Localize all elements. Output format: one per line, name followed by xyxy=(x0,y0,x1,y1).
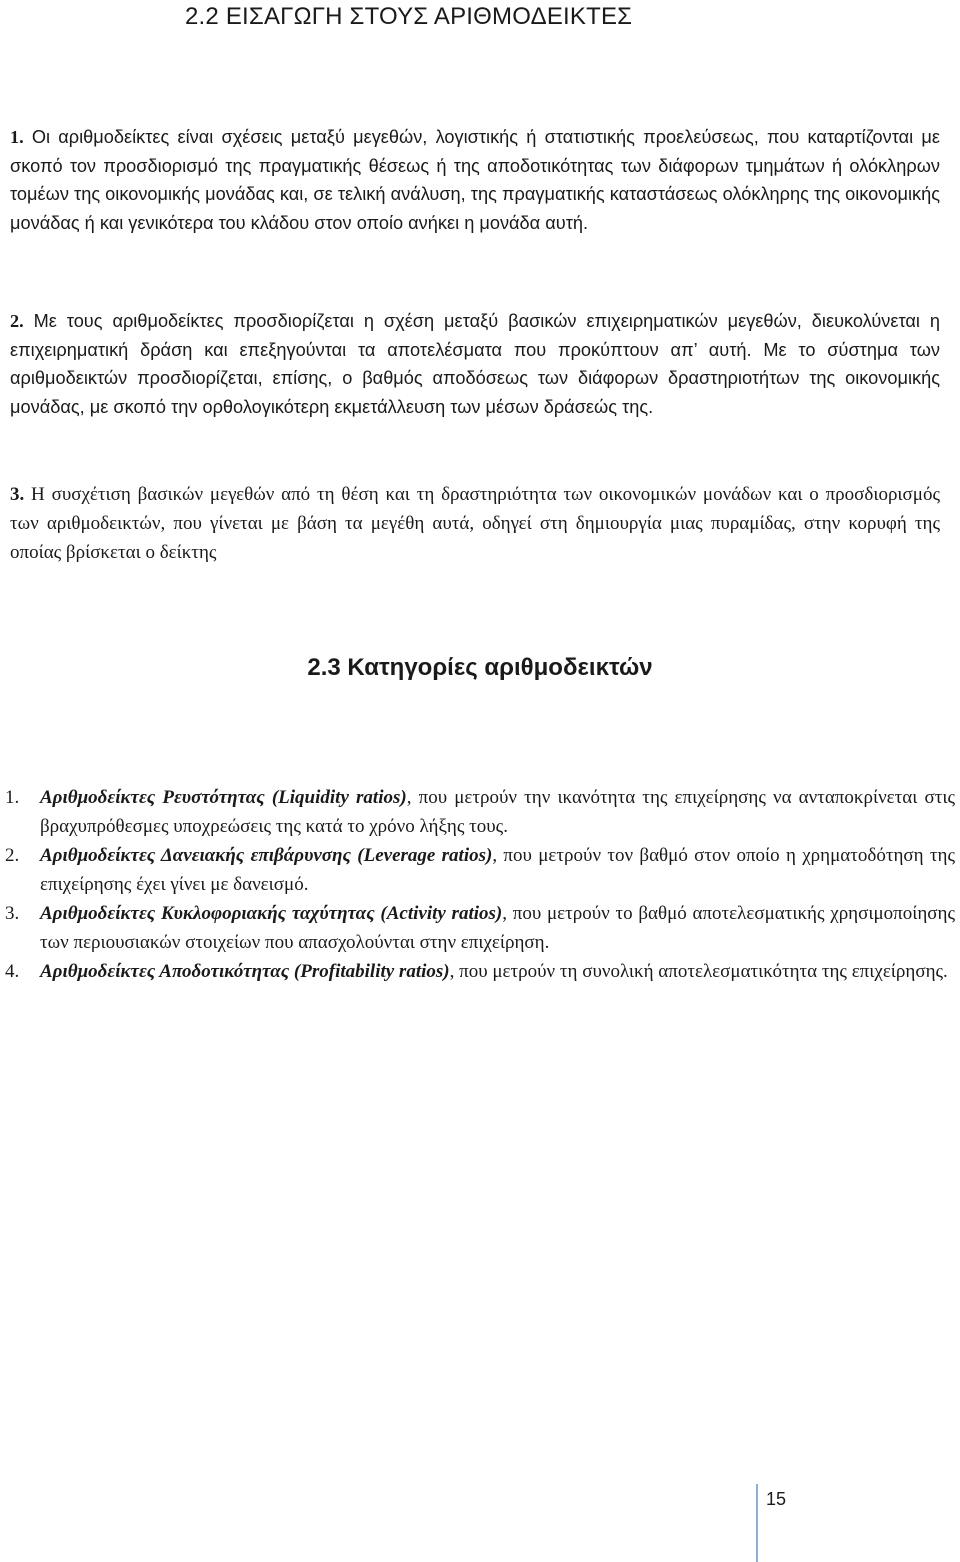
list-item-title: Αριθμοδείκτες Δανειακής επιβάρυνσης (Leverage ratios) xyxy=(40,845,493,866)
list-item-text: , που μετρούν τη συνολική αποτελεσματικότητα της επιχείρησης. xyxy=(449,961,948,982)
section-heading: 2.2 ΕΙΣΑΓΩΓΗ ΣΤΟΥΣ ΑΡΙΘΜΟΔΕΙΚΤΕΣ xyxy=(185,3,633,30)
paragraph-text: Η συσχέτιση βασικών μεγεθών από τη θέση και τη δραστηριότητα των οικονομικών μονάδων και ο προσδιορισμός των αριθμοδεικτών, που γίνεται με βάση τα μεγέθη αυτά, οδηγεί στη δημιουργία μιας πυραμίδας, στην κορυφή της οποίας βρίσκεται ο δείκτης xyxy=(10,484,940,563)
page-number: 15 xyxy=(766,1489,787,1509)
paragraph-1 xyxy=(10,123,940,237)
list-item xyxy=(5,899,955,957)
paragraph-2 xyxy=(10,307,940,421)
paragraph-number: 1. xyxy=(10,127,24,147)
list-item-number: 1. xyxy=(5,787,20,808)
list-item-number: 3. xyxy=(5,903,20,924)
list-item xyxy=(5,841,955,899)
list-item-number: 2. xyxy=(5,845,20,866)
paragraph-number: 3. xyxy=(10,484,25,505)
paragraph-3 xyxy=(10,480,940,567)
list-item-title: Αριθμοδείκτες Κυκλοφοριακής ταχύτητας (Activity ratios) xyxy=(40,903,503,924)
list-item-title: Αριθμοδείκτες Ρευστότητας (Liquidity ratios) xyxy=(40,787,407,808)
paragraph-number: 2. xyxy=(10,311,24,331)
subsection-heading: 2.3 Κατηγορίες αριθμοδεικτών xyxy=(307,654,653,681)
list-item-title: Αριθμοδείκτες Αποδοτικότητας (Profitability ratios) xyxy=(40,961,450,982)
list-item-number: 4. xyxy=(5,961,20,982)
list-item xyxy=(5,783,955,841)
list-item xyxy=(5,957,955,986)
list-item-text: , που μετρούν το βαθμό αποτελεσματικής χρησιμοποίησης των περιουσιακών στοιχείων που απασχολούνται στην επιχείρηση. xyxy=(40,903,955,953)
list-item-text: , που μετρούν τον βαθμό στον οποίο η χρηματοδότηση της επιχείρησης έχει γίνει με δανεισμό. xyxy=(40,845,955,895)
list-item-text: , που μετρούν την ικανότητα της επιχείρησης να ανταποκρίνεται στις βραχυπρόθεσμες υποχρεώσεις της κατά το χρόνο λήξης τους. xyxy=(40,787,955,837)
paragraph-text: Οι αριθμοδείκτες είναι σχέσεις μεταξύ μεγεθών, λογιστικής ή στατιστικής προελεύσεως, που καταρτίζονται με σκοπό τον προσδιορισμό της πραγματικής θέσεως ή της αποδοτικότητας των διάφορων τμημάτων ή ολόκληρων τομέων της οικονομικής μονάδας και, σε τελική ανάλυση, της πραγματικής καταστάσεως ολόκληρης της οικονομικής μονάδας ή και γενικότερα του κλάδου στον οποίο ανήκει η μονάδα αυτή. xyxy=(10,127,940,233)
paragraph-text: Με τους αριθμοδείκτες προσδιορίζεται η σχέση μεταξύ βασικών επιχειρηματικών μεγεθών, διευκολύνεται η επιχειρηματική δράση και επεξηγούνται τα αποτελέσματα που προκύπτουν απ’ αυτή. Με το σύστημα των αριθμοδεικτών προσδιορίζεται, επίσης, ο βαθμός αποδόσεως των διάφορων δραστηριοτήτων της οικονομικής μονάδας, με σκοπό την ορθολογικότερη εκμετάλλευση των μέσων δράσεώς της. xyxy=(10,311,940,417)
ratio-categories-list xyxy=(5,783,955,986)
page-number-divider xyxy=(756,1484,758,1562)
